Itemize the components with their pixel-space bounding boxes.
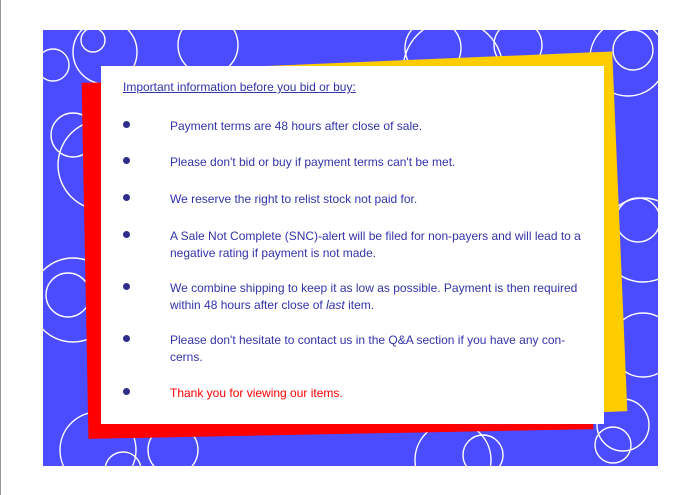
info-card <box>101 66 604 424</box>
list-item-text: A Sale Not Complete (SNC)-alert will be filed for non-payers and will lead to a negative rating if payment is not made. <box>170 229 581 260</box>
list-item-text: Payment terms are 48 hours after close of sale. <box>170 119 423 133</box>
thank-you-text: Thank you for viewing our items. <box>170 386 343 400</box>
bullet-dot-icon <box>123 121 130 128</box>
page-edge <box>0 0 1 495</box>
emphasis-last: last <box>326 297 345 312</box>
bullet-dot-icon <box>123 231 130 238</box>
list-item-text: Please don't bid or buy if payment terms can't be met. <box>170 155 456 169</box>
list-item-text-tail: item. <box>344 297 375 312</box>
bullet-dot-icon <box>123 388 130 395</box>
list-item-text: Please don't hesitate to contact us in the Q&A section if you have any con-cerns. <box>170 333 566 364</box>
bullet-dot-icon <box>123 283 130 290</box>
bullet-dot-icon <box>123 335 130 342</box>
info-heading: Important information before you bid or buy: <box>123 80 356 94</box>
list-item-text <box>170 280 590 313</box>
bullet-dot-icon <box>123 194 130 201</box>
list-item-text-main: We combine shipping to keep it as low as possible. Payment is then required within 48 hours after close of <box>170 281 578 312</box>
bullet-dot-icon <box>123 157 130 164</box>
list-item-text: We reserve the right to relist stock not paid for. <box>170 192 418 206</box>
